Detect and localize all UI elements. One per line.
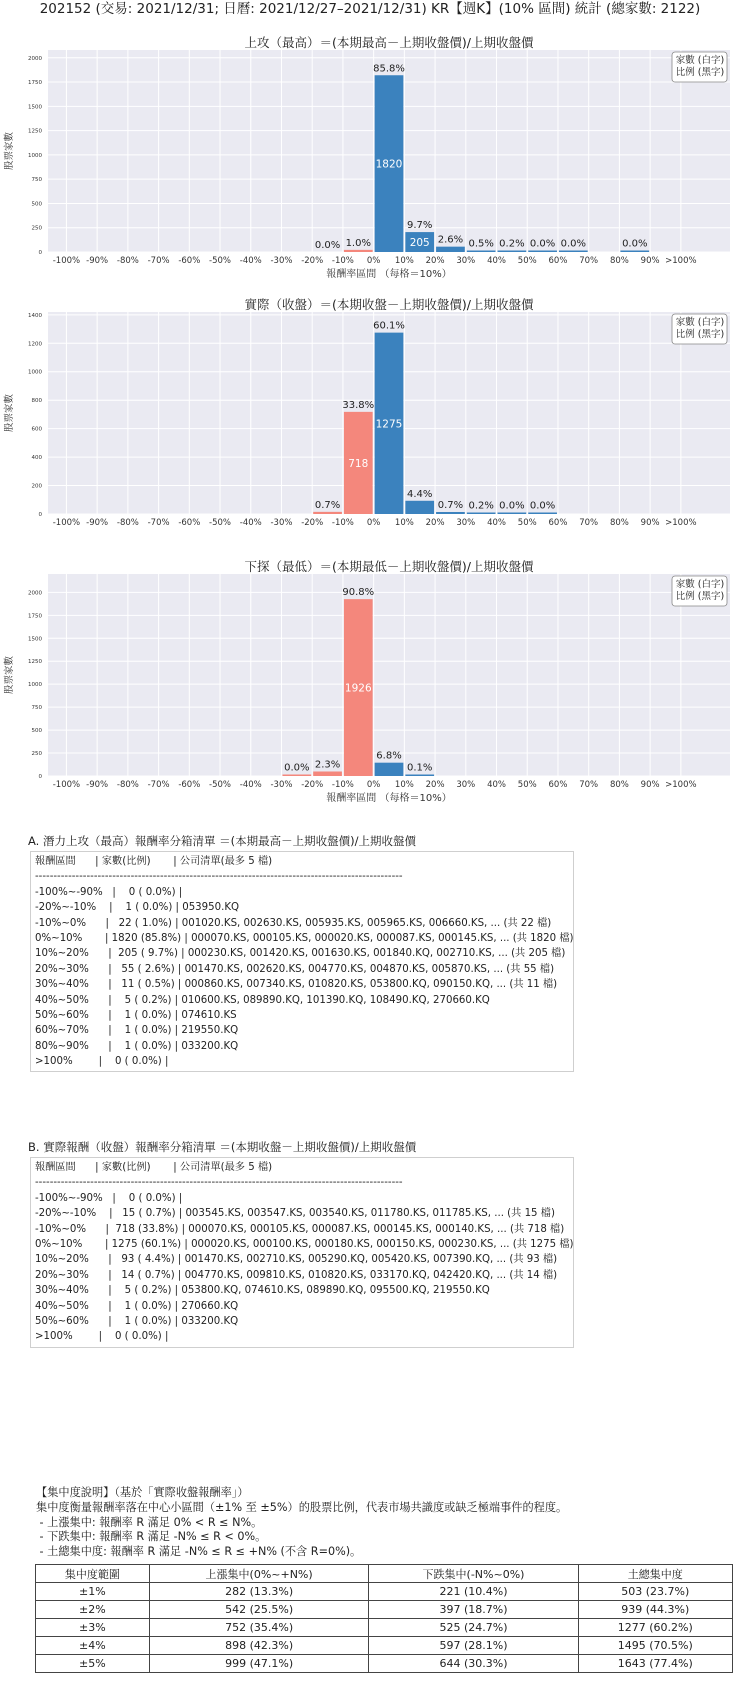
x-tick-label: 30% [456,256,476,266]
table-row [36,1655,733,1673]
x-tick-label: 40% [487,256,506,266]
bar-pct-label: 1.0% [345,237,371,249]
legend-entry: 家數 (白字) [675,317,725,328]
y-tick-label: 750 [31,177,42,184]
bar-pct-label: 90.8% [342,587,375,599]
table-cell: 397 (18.7%) [369,1601,578,1619]
x-tick-label: -40% [239,256,262,266]
concentration-header-cell: 上漲集中(0%~+N%) [149,1565,369,1583]
bar-pct-label: 0.0% [314,240,341,251]
bar-pct-label: 0.2% [499,238,525,250]
bar [405,501,434,514]
concentration-note-line: 【集中度說明】（基於「實際收盤報酬率」） [36,1486,249,1499]
bar-pct-label: 0.1% [407,762,433,774]
x-axis-label: 報酬率區間 （每格＝10%） [326,269,452,280]
list-line: 80%~90% | 1 ( 0.0%) | 033200.KQ [35,1040,239,1052]
legend-entry: 比例 (黑字) [675,67,725,78]
bar-pct-label: 0.7% [437,500,464,512]
x-tick-label: 90% [640,518,660,528]
x-tick-label: >100% [665,518,697,528]
table-cell: 597 (28.1%) [369,1637,578,1655]
x-tick-label: -10% [331,780,354,790]
y-tick-label: 1000 [28,369,42,376]
list-line: 50%~60% | 1 ( 0.0%) | 033200.KQ [35,1316,239,1328]
bar [282,775,311,777]
y-tick-label: 1250 [28,659,42,666]
chart-title: 下探（最低）＝(本期最低－上期收盤價)/上期收盤價 [244,560,534,574]
chart-actual-close [0,298,740,558]
chart-upside-high [0,36,740,296]
x-tick-label: 0% [366,518,381,528]
x-tick-label: -90% [86,518,109,528]
x-tick-label: -80% [116,518,139,528]
bar-pct-label: 0.0% [499,500,525,512]
plot-area [48,574,730,776]
x-tick-label: -70% [147,780,170,790]
bar-pct-label: 85.8% [373,63,405,75]
x-tick-label: -50% [209,780,232,790]
bar [313,772,342,776]
list-line: 40%~50% | 1 ( 0.0%) | 270660.KQ [35,1300,239,1312]
x-tick-label: -90% [86,256,109,266]
x-tick-label: 90% [640,780,660,790]
x-tick-label: 70% [579,780,599,790]
x-tick-label: 40% [487,780,506,790]
x-tick-label: 90% [640,256,660,266]
x-tick-label: 80% [609,256,629,266]
x-tick-label: -100% [52,780,81,790]
x-tick-label: -30% [270,780,293,790]
y-tick-label: 1400 [28,312,42,319]
table-cell: 282 (13.3%) [149,1583,369,1601]
legend [672,576,727,606]
list-line: 20%~30% | 14 ( 0.7%) | 004770.KS, 009810.KS, 010820.KS, 033170.KQ, 042420.KQ, ... (共 14 檔) [35,1269,558,1281]
x-tick-label: -70% [147,518,170,528]
x-tick-label: 60% [548,780,568,790]
concentration-table-body [36,1583,733,1673]
y-tick-label: 750 [31,705,42,712]
list-line: >100% | 0 ( 0.0%) | [35,1331,169,1343]
x-tick-label: 70% [579,256,599,266]
list-line: 40%~50% | 5 ( 0.2%) | 010600.KS, 089890.KQ, 101390.KQ, 108490.KQ, 270660.KQ [35,994,490,1006]
table-cell: 542 (25.5%) [149,1601,369,1619]
bar-pct-label: 4.4% [407,488,433,500]
list-line: 50%~60% | 1 ( 0.0%) | 074610.KS [35,1010,237,1022]
bar-pct-label: 33.8% [342,399,375,411]
list-line: 60%~70% | 1 ( 0.0%) | 219550.KQ [35,1025,239,1037]
legend-entry: 家數 (白字) [675,55,725,66]
bar [405,775,434,777]
bar [467,251,496,253]
bar [467,513,496,515]
legend-entry: 家數 (白字) [675,579,725,590]
list-line: ---------------------------------------------------------------------------------------------------- [35,1177,403,1189]
table-row [36,1637,733,1655]
bar-pct-label: 2.6% [437,234,464,246]
table-row [36,1583,733,1601]
table-cell: 1495 (70.5%) [578,1637,732,1655]
x-tick-label: -100% [52,256,81,266]
x-tick-label: -40% [239,518,262,528]
table-cell: 999 (47.1%) [149,1655,369,1673]
y-tick-label: 1500 [28,104,42,111]
concentration-header-cell: 下跌集中(-N%~0%) [369,1565,578,1583]
x-tick-label: -60% [178,780,201,790]
x-tick-label: 40% [487,518,506,528]
table-cell: ±3% [36,1619,150,1637]
table-row [36,1601,733,1619]
y-tick-label: 1750 [28,80,42,87]
x-tick-label: 30% [456,518,476,528]
y-tick-label: 2000 [28,55,42,62]
bar-count-label: 205 [409,237,430,250]
y-axis-label: 股票家數 [4,655,15,695]
y-tick-label: 2000 [28,590,42,597]
y-tick-label: 500 [31,201,42,208]
table-cell: 752 (35.4%) [149,1619,369,1637]
list-line: 30%~40% | 5 ( 0.2%) | 053800.KQ, 074610.KS, 089890.KQ, 095500.KQ, 219550.KQ [35,1285,490,1297]
y-tick-label: 1750 [28,613,42,620]
bar-count-label: 1275 [375,418,403,431]
table-cell: 503 (23.7%) [578,1583,732,1601]
x-tick-label: -80% [116,780,139,790]
bar-pct-label: 0.2% [468,500,494,512]
y-tick-label: 0 [38,774,42,780]
legend-entry: 比例 (黑字) [675,329,725,340]
table-cell: ±5% [36,1655,150,1673]
concentration-header-cell: 集中度範圍 [36,1565,150,1583]
list-line: 30%~40% | 11 ( 0.5%) | 000860.KS, 007340.KS, 010820.KS, 053800.KQ, 090150.KQ, ... (共 11 檔) [35,979,558,991]
concentration-notes [36,1486,567,1560]
bar-pct-label: 0.0% [529,500,556,512]
x-tick-label: -20% [301,256,324,266]
table-cell: 939 (44.3%) [578,1601,732,1619]
list-line: 0%~10% | 1275 (60.1%) | 000020.KS, 000100.KS, 000180.KS, 000150.KS, 000230.KS, ... (共 1275 檔) [35,1239,574,1251]
y-tick-label: 1000 [28,682,42,689]
y-tick-label: 250 [31,751,42,758]
y-tick-label: 1500 [28,636,42,643]
chart-svg [0,298,740,558]
page-title: 202152 (交易: 2021/12/31; 日曆: 2021/12/27–2021/12/31) KR【週K】(10% 區間) 統計 (總家數: 2122) [39,1,701,17]
x-tick-label: 50% [517,780,537,790]
x-tick-label: 60% [548,256,568,266]
list-a-title: A. 潛力上攻（最高）報酬率分箱清單 ＝(本期最高－上期收盤價)/上期收盤價 [28,834,416,848]
bar [528,513,557,515]
x-tick-label: -60% [178,256,201,266]
list-line: 10%~20% | 205 ( 9.7%) | 000230.KS, 001420.KS, 001630.KS, 001840.KQ, 002710.KS, ... (共 205 檔) [35,948,566,960]
concentration-note-line: - 上漲集中: 報酬率 R 滿足 0% < R ≤ N%。 [36,1515,263,1529]
chart-title: 上攻（最高）＝(本期最高－上期收盤價)/上期收盤價 [244,36,534,50]
x-tick-label: 60% [548,518,568,528]
x-tick-label: 10% [394,780,414,790]
bar-pct-label: 0.0% [622,238,648,250]
x-tick-label: -30% [270,256,293,266]
table-cell: ±2% [36,1601,150,1619]
x-tick-label: -60% [178,518,201,528]
x-tick-label: -50% [209,518,232,528]
y-tick-label: 800 [31,398,42,405]
x-tick-label: 0% [366,780,381,790]
y-tick-label: 250 [31,225,42,232]
y-tick-label: 0 [38,512,42,518]
chart-title: 實際（收盤）＝(本期收盤－上期收盤價)/上期收盤價 [244,298,534,312]
y-axis-label: 股票家數 [4,131,15,171]
concentration-note-line: - 下跌集中: 報酬率 R 滿足 -N% ≤ R < 0%。 [36,1530,267,1544]
list-line: -20%~-10% | 1 ( 0.0%) | 053950.KQ [35,902,240,914]
y-tick-label: 1250 [28,128,42,135]
concentration-table-header [36,1565,733,1583]
table-cell: ±1% [36,1583,150,1601]
x-tick-label: >100% [665,256,697,266]
x-tick-label: -40% [239,780,262,790]
x-tick-label: -70% [147,256,170,266]
bar [498,513,527,515]
bar [498,251,527,253]
x-tick-label: 30% [456,780,476,790]
bar-count-label: 1820 [375,158,403,171]
list-line: -100%~-90% | 0 ( 0.0%) | [35,886,183,898]
table-cell: 1643 (77.4%) [578,1655,732,1673]
bar-pct-label: 0.0% [560,238,587,250]
list-line: 20%~30% | 55 ( 2.6%) | 001470.KS, 002620.KS, 004770.KS, 004870.KS, 005870.KS, ... (共 55 檔) [35,963,555,975]
table-cell: 898 (42.3%) [149,1637,369,1655]
list-line: 報酬區間 | 家數(比例) | 公司清單(最多 5 檔) [35,856,273,867]
bar-pct-label: 0.0% [529,238,556,250]
chart-svg [0,560,740,820]
x-tick-label: -80% [116,256,139,266]
bar [344,250,373,252]
list-line: >100% | 0 ( 0.0%) | [35,1056,169,1068]
bar [375,763,404,776]
y-tick-label: 500 [31,728,42,735]
x-tick-label: 80% [609,780,629,790]
list-line: -20%~-10% | 15 ( 0.7%) | 003545.KS, 003547.KS, 003540.KS, 011780.KS, 011785.KS, ... (共 15 檔) [35,1208,555,1220]
list-line: 10%~20% | 93 ( 4.4%) | 001470.KS, 002710.KS, 005290.KQ, 005420.KS, 007390.KQ, ... (共 93 檔) [35,1254,558,1266]
x-tick-label: -50% [209,256,232,266]
list-a-box [30,851,574,1072]
x-tick-label: >100% [665,780,697,790]
x-tick-label: -20% [301,780,324,790]
table-cell: 644 (30.3%) [369,1655,578,1673]
list-line: -10%~0% | 22 ( 1.0%) | 001020.KS, 002630.KS, 005935.KS, 005965.KS, 006660.KS, ... (共 22 檔) [35,917,552,929]
y-tick-label: 400 [31,455,42,462]
x-tick-label: -10% [331,256,354,266]
bar-pct-label: 6.8% [376,750,402,762]
y-tick-label: 1200 [28,341,42,348]
x-tick-label: 50% [517,256,537,266]
chart-svg [0,36,740,296]
table-cell: 525 (24.7%) [369,1619,578,1637]
list-line: -100%~-90% | 0 ( 0.0%) | [35,1192,183,1204]
bar [528,251,557,253]
bar-count-label: 1926 [344,682,372,695]
bar-pct-label: 2.3% [314,759,341,771]
chart-downside-low [0,560,740,820]
legend-entry: 比例 (黑字) [675,591,725,602]
list-b-box [30,1157,574,1348]
table-cell: ±4% [36,1637,150,1655]
bar-pct-label: 0.7% [314,499,341,511]
x-tick-label: -100% [52,518,81,528]
concentration-table [35,1564,733,1673]
bar [313,512,342,514]
bar [436,247,465,252]
x-tick-label: -30% [270,518,293,528]
bar [436,512,465,514]
concentration-header-cell: 土總集中度 [578,1565,732,1583]
x-tick-label: 0% [366,256,381,266]
y-axis-label: 股票家數 [4,393,15,433]
legend [672,52,727,82]
x-tick-label: 10% [394,256,414,266]
bar-pct-label: 60.1% [373,320,405,332]
bar [559,251,588,253]
concentration-note-line: 集中度衡量報酬率落在中心小區間（±1% 至 ±5%）的股票比例，代表市場共識度或缺乏極端事件的程度。 [36,1500,568,1514]
x-tick-label: 20% [425,780,445,790]
table-cell: 1277 (60.2%) [578,1619,732,1637]
y-tick-label: 600 [31,426,42,433]
x-tick-label: -20% [301,518,324,528]
bar-pct-label: 9.7% [407,220,433,232]
legend [672,314,727,344]
concentration-note-line: - 土總集中度: 報酬率 R 滿足 -N% ≤ R ≤ +N% (不含 R=0%)。 [36,1545,362,1559]
list-line: ---------------------------------------------------------------------------------------------------- [35,871,403,883]
x-tick-label: 20% [425,518,445,528]
x-tick-label: 50% [517,518,537,528]
table-row [36,1619,733,1637]
list-b-title: B. 實際報酬（收盤）報酬率分箱清單 ＝(本期收盤－上期收盤價)/上期收盤價 [28,1140,417,1154]
list-line: 報酬區間 | 家數(比例) | 公司清單(最多 5 檔) [35,1162,273,1173]
x-tick-label: -10% [331,518,354,528]
bar-pct-label: 0.5% [468,238,494,250]
x-tick-label: 10% [394,518,414,528]
x-tick-label: -90% [86,780,109,790]
bar [620,251,649,253]
table-cell: 221 (10.4%) [369,1583,578,1601]
x-tick-label: 20% [425,256,445,266]
list-line: -10%~0% | 718 (33.8%) | 000070.KS, 000105.KS, 000087.KS, 000145.KS, 000140.KS, ... (共 718 檔) [35,1223,565,1235]
x-axis-label: 報酬率區間 （每格＝10%） [326,793,452,804]
x-tick-label: 80% [609,518,629,528]
bar-count-label: 718 [348,457,369,470]
y-tick-label: 1000 [28,152,42,159]
bar-pct-label: 0.0% [284,762,310,774]
list-line: 0%~10% | 1820 (85.8%) | 000070.KS, 000105.KS, 000020.KS, 000087.KS, 000145.KS, ... (共 1820 檔) [35,933,574,945]
y-tick-label: 0 [38,250,42,256]
y-tick-label: 200 [31,483,42,490]
x-tick-label: 70% [579,518,599,528]
